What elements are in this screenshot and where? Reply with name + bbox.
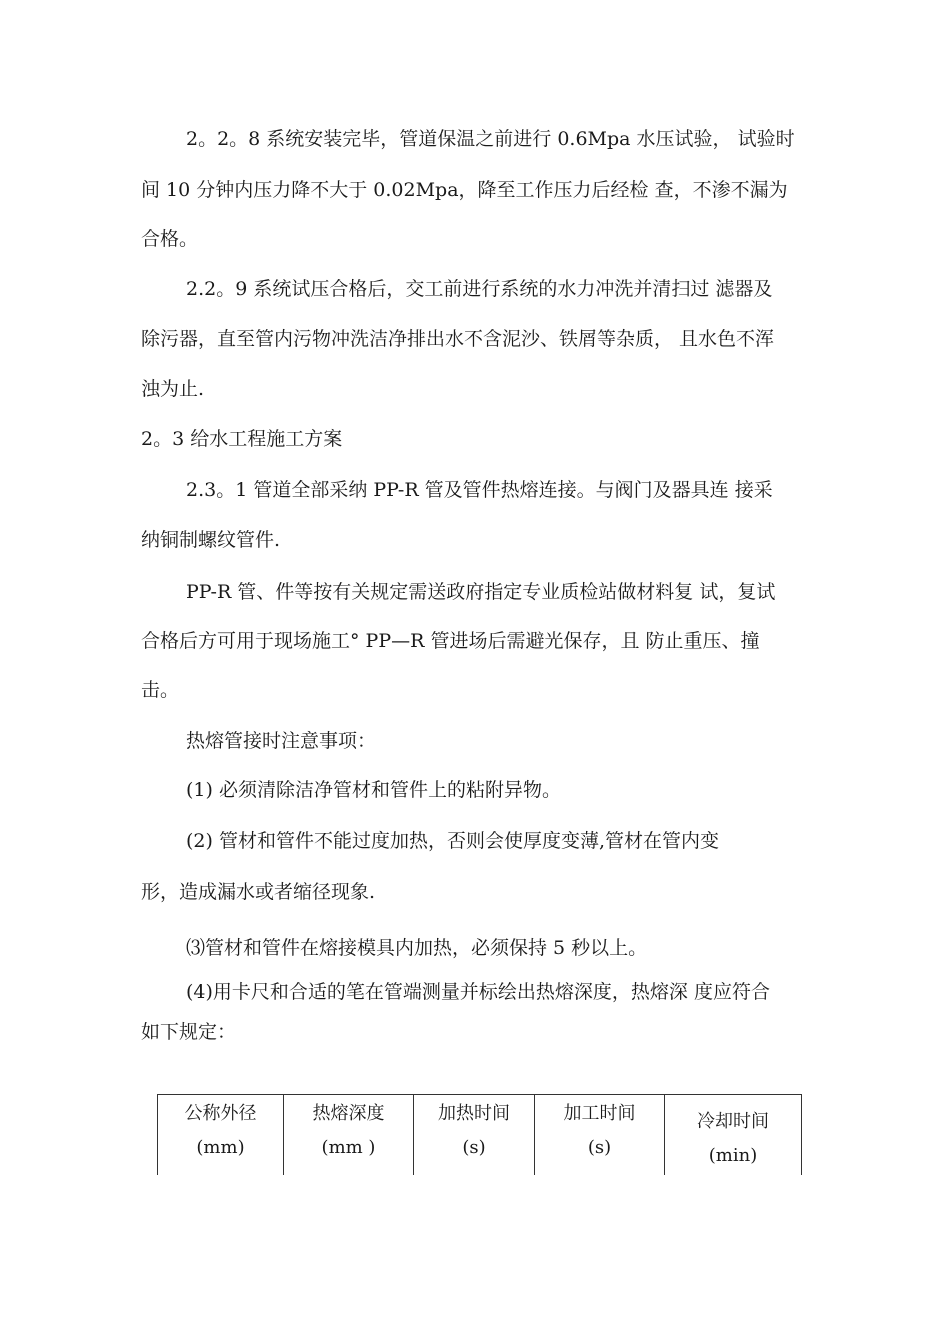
- note-2-line-1: (2) 管材和管件不能过度加热，否则会使厚度变薄,管材在管内变: [186, 830, 719, 852]
- note-4-line-2: 如下规定：: [141, 1021, 237, 1043]
- header-cooling-time-label: 冷却时间: [697, 1111, 769, 1132]
- header-heating-time: [414, 1095, 535, 1176]
- notes-heading: 热熔管接时注意事项：: [186, 730, 377, 752]
- header-cooling-time: [665, 1095, 802, 1176]
- header-outer-diameter-unit: (mm): [196, 1137, 245, 1158]
- header-outer-diameter-label: 公称外径: [184, 1103, 257, 1124]
- table-header-row: [158, 1095, 802, 1176]
- para-2-3-1-line-1: 2.3。1 管道全部采纳 PP-R 管及管件热熔连接。与阀门及器具连 接采: [186, 479, 773, 501]
- para-ppr-line-3: 击。: [141, 679, 180, 701]
- para-2-2-8-line-1: 2。2。8 系统安装完毕，管道保温之前进行 0.6Mpa 水压试验， 试验时: [186, 128, 795, 150]
- section-heading-2-3: 2。3 给水工程施工方案: [141, 428, 343, 450]
- para-2-2-8-line-3: 合格。: [141, 228, 199, 250]
- para-2-2-8-line-2: 间 10 分钟内压力降不大于 0.02Mpa，降至工作压力后经检 查，不渗不漏为: [141, 179, 788, 201]
- header-processing-time-unit: (s): [587, 1137, 612, 1158]
- header-heating-time-label: 加热时间: [438, 1103, 510, 1124]
- para-2-3-1-line-2: 纳铜制螺纹管件.: [141, 529, 281, 551]
- header-cooling-time-unit: (min): [708, 1145, 758, 1166]
- spec-table: [157, 1094, 802, 1175]
- header-fusion-depth: [284, 1095, 414, 1176]
- para-ppr-line-2: 合格后方可用于现场施工° PP—R 管进场后需避光保存，且 防止重压、撞: [141, 630, 760, 652]
- note-2-line-2: 形，造成漏水或者缩径现象.: [141, 881, 376, 903]
- header-processing-time: [535, 1095, 665, 1176]
- note-1: (1) 必须清除洁净管材和管件上的粘附异物。: [186, 779, 561, 801]
- para-2-2-9-line-3: 浊为止.: [141, 378, 205, 400]
- header-fusion-depth-unit: (mm ): [321, 1137, 376, 1158]
- header-outer-diameter: [158, 1095, 284, 1176]
- header-processing-time-label: 加工时间: [563, 1103, 636, 1124]
- note-3: ⑶管材和管件在熔接模具内加热，必须保持 5 秒以上。: [186, 937, 648, 959]
- para-ppr-line-1: PP-R 管、件等按有关规定需送政府指定专业质检站做材料复 试，复试: [186, 581, 776, 603]
- header-heating-time-unit: (s): [462, 1137, 486, 1158]
- para-2-2-9-line-1: 2.2。9 系统试压合格后，交工前进行系统的水力冲洗并清扫过 滤器及: [186, 278, 773, 300]
- para-2-2-9-line-2: 除污器，直至管内污物冲洗洁净排出水不含泥沙、铁屑等杂质， 且水色不浑: [141, 328, 775, 350]
- header-fusion-depth-label: 热熔深度: [312, 1103, 385, 1124]
- note-4-line-1: (4)用卡尺和合适的笔在管端测量并标绘出热熔深度，热熔深 度应符合: [186, 981, 770, 1003]
